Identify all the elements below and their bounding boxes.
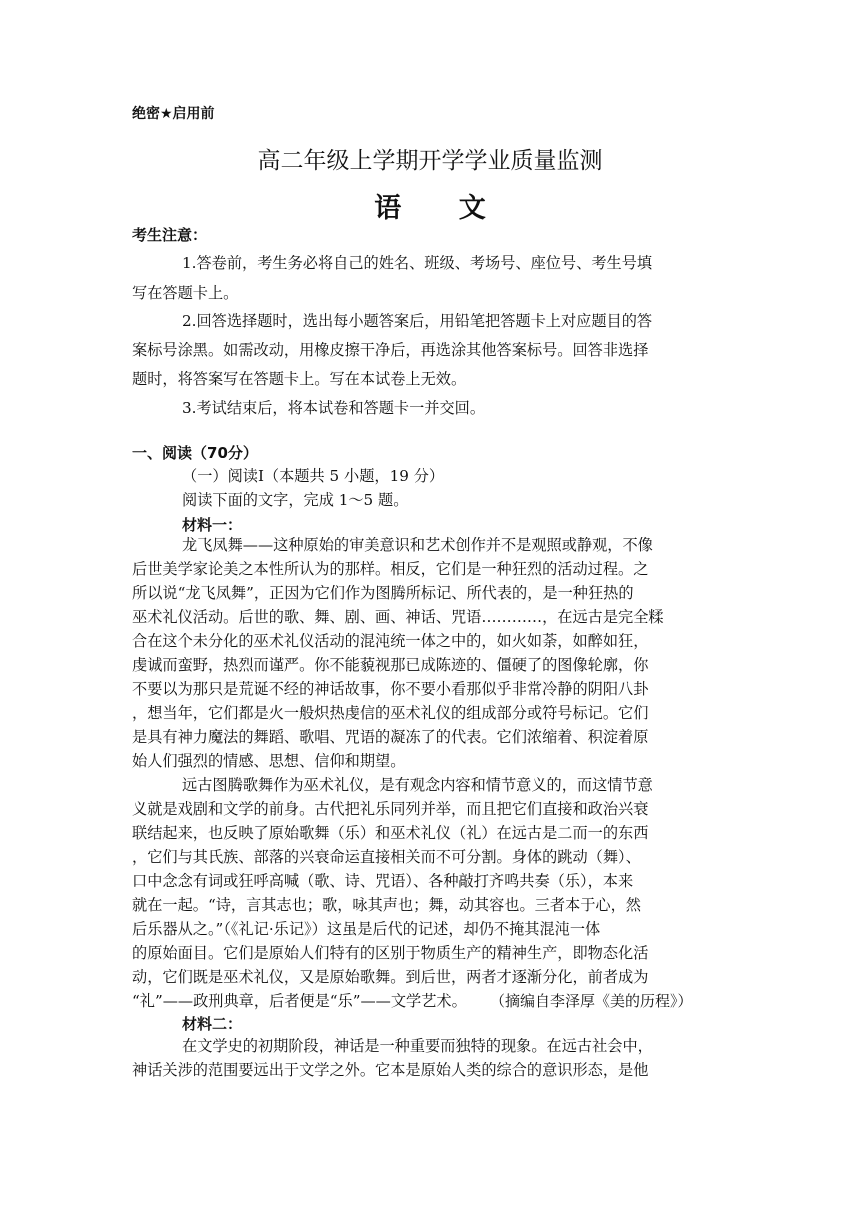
notice-line: 2.回答选择题时，选出每小题答案后，用铅笔把答题卡上对应题目的答 [182,312,653,330]
exam-title: 高二年级上学期开学学业质量监测 [257,148,603,174]
material1-line: 虔诚而蛮野，热烈而谨严。你不能藐视那已成陈迹的、僵硬了的图像轮廓，你 [132,656,649,674]
notice-heading: 考生注意： [132,226,208,244]
material1-line: 合在这个未分化的巫术礼仪活动的混沌统一体之中的，如火如荼，如醉如狂， [132,632,649,650]
material1-line: 就在一起。“诗，言其志也；歌，咏其声也；舞，动其容也。三者本于心，然 [132,896,641,914]
secret-label: 绝密★启用前 [132,106,215,122]
material1-line: 不要以为那只是荒诞不经的神话故事，你不要小看那似乎非常冷静的阴阳八卦 [132,680,649,698]
material1-line: 后世美学家论美之本性所认为的那样。相反，它们是一种狂烈的活动过程。之 [132,560,649,578]
material2-heading: 材料二： [182,1015,243,1033]
section-heading: 一、阅读（70分） [132,444,258,462]
material1-line: 联结起来，也反映了原始歌舞（乐）和巫术礼仪（礼）在远古是二而一的东西 [132,824,649,842]
material1-line: 动，它们既是巫术礼仪，又是原始歌舞。到后世，两者才逐渐分化，前者成为 [132,968,649,986]
material1-line: 始人们强烈的情感、思想、信仰和期望。 [132,752,406,770]
material1-line: “礼”——政刑典章，后者便是“乐”——文学艺术。 [132,992,467,1010]
material1-line: 龙飞凤舞——这种原始的审美意识和艺术创作并不是观照或静观，不像 [182,536,653,554]
notice-line: 写在答题卡上。 [132,284,239,302]
material1-line: 巫术礼仪活动。后世的歌、舞、剧、画、神话、咒语…………，在远古是完全糅 [132,608,664,626]
material1-source: （摘编自李泽厚《美的历程》） [490,992,693,1010]
material1-line: 义就是戏剧和文学的前身。古代把礼乐同列并举，而且把它们直接和政治兴衰 [132,800,649,818]
subject-title: 语 文 [374,193,510,224]
material1-line: 口中念念有词或狂呼高喊（歌、诗、咒语）、各种敲打齐鸣共奏（乐），本来 [132,872,634,890]
material1-heading: 材料一： [182,516,243,534]
notice-line: 题时，将答案写在答题卡上。写在本试卷上无效。 [132,370,467,388]
notice-line: 案标号涂黑。如需改动，用橡皮擦干净后，再选涂其他答案标号。回答非选择 [132,341,649,359]
section-instruction: 阅读下面的文字，完成 1～5 题。 [182,491,409,509]
material2-line: 神话关涉的范围要远出于文学之外。它本是原始人类的综合的意识形态，是他 [132,1061,649,1079]
material1-line: 后乐器从之。”（《礼记·乐记》）这虽是后代的记述，却仍不掩其混沌一体 [132,920,601,938]
section-subheading: （一）阅读Ⅰ（本题共 5 小题，19 分） [182,467,445,485]
material1-line: 的原始面目。它们是原始人们特有的区别于物质生产的精神生产，即物态化活 [132,944,649,962]
notice-line: 1.答卷前，考生务必将自己的姓名、班级、考场号、座位号、考生号填 [182,254,653,272]
material1-line: ，它们与其氏族、部落的兴衰命运直接相关而不可分割。身体的跳动（舞）、 [132,848,641,866]
material1-line: 是具有神力魔法的舞蹈、歌唱、咒语的凝冻了的代表。它们浓缩着、积淀着原 [132,728,649,746]
material1-line: 所以说“龙飞凤舞”，正因为它们作为图腾所标记、所代表的，是一种狂热的 [132,584,634,602]
material1-line: ，想当年，它们都是火一般炽热虔信的巫术礼仪的组成部分或符号标记。它们 [132,704,649,722]
notice-line: 3.考试结束后，将本试卷和答题卡一并交回。 [182,399,486,417]
material2-line: 在文学史的初期阶段，神话是一种重要而独特的现象。在远古社会中， [182,1037,653,1055]
material1-line: 远古图腾歌舞作为巫术礼仪，是有观念内容和情节意义的，而这情节意 [182,776,653,794]
